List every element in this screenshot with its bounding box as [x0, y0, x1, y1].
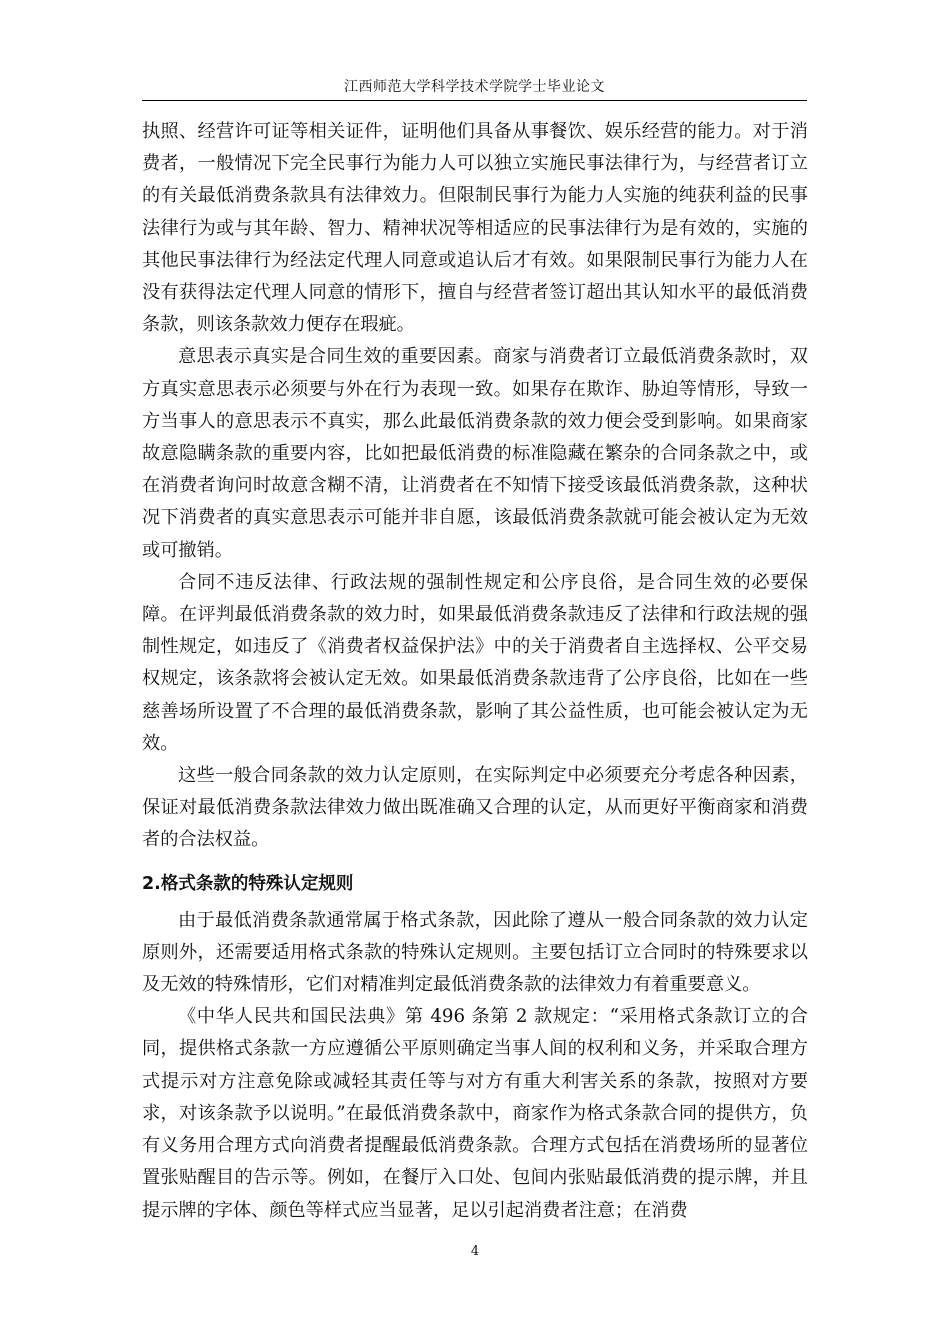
header-rule [142, 100, 807, 101]
running-header: 江西师范大学科学技术学院学士毕业论文 [344, 79, 605, 95]
paragraph-continued: 执照、经营许可证等相关证件，证明他们具备从事餐饮、娱乐经营的能力。对于消费者，一般情况下完全民事行为能力人可以独立实施民事法律行为，与经营者订立的有关最低消费条款具有法律效力。但限制民事行为能力人实施的纯获利益的民事法律行为或与其年龄、智力、精神状况等相适应的民事法律行为是有效的，实施的其他民事法律行为经法定代理人同意或追认后才有效。如果限制民事行为能力人在没有获得法定代理人同意的情形下，擅自与经营者签订超出其认知水平的最低消费条款，则该条款效力便存在瑕疵。 [142, 121, 808, 336]
paragraph: 合同不违反法律、行政法规的强制性规定和公序良俗，是合同生效的必要保障。在评判最低消费条款的效力时，如果最低消费条款违反了法律和行政法规的强制性规定，如违反了《消费者权益保护法》中的关于消费者自主选择权、公平交易权规定，该条款将会被认定无效。如果最低消费条款违背了公序良俗，比如在一些慈善场所设置了不合理的最低消费条款，影响了其公益性质，也可能会被认定为无效。 [142, 571, 808, 754]
body-text [142, 116, 808, 1227]
paragraph: 这些一般合同条款的效力认定原则，在实际判定中必须要充分考虑各种因素，保证对最低消费条款法律效力做出既准确又合理的认定，从而更好平衡商家和消费者的合法权益。 [142, 765, 808, 851]
paragraph: 由于最低消费条款通常属于格式条款，因此除了遵从一般合同条款的效力认定原则外，还需要适用格式条款的特殊认定规则。主要包括订立合同时的特殊要求以及无效的特殊情形，它们对精准判定最低消费条款的法律效力有着重要意义。 [142, 909, 808, 996]
section-heading: 2.格式条款的特殊认定规则 [142, 873, 354, 894]
paragraph: 意思表示真实是合同生效的重要因素。商家与消费者订立最低消费条款时，双方真实意思表示必须要与外在行为表现一致。如果存在欺诈、胁迫等情形，导致一方当事人的意思表示不真实，那么此最低消费条款的效力便会受到影响。如果商家故意隐瞒条款的重要内容，比如把最低消费的标准隐藏在繁杂的合同条款之中，或在消费者询问时故意含糊不清，让消费者在不知情下接受该最低消费条款，这种状况下消费者的真实意思表示可能并非自愿，该最低消费条款就可能会被认定为无效或可撤销。 [142, 346, 808, 561]
page-number: 4 [470, 1244, 480, 1259]
paragraph: 《中华人民共和国民法典》第 496 条第 2 款规定：“采用格式条款订立的合同，提供格式条款一方应遵循公平原则确定当事人间的权利和义务，并采取合理方式提示对方注意免除或减轻其责任等与对方有重大利害关系的条款，按照对方要求，对该条款予以说明。”在最低消费条款中，商家作为格式条款合同的提供方，负有义务用合理方式向消费者提醒最低消费条款。合理方式包括在消费场所的显著位置张贴醒目的告示等。例如，在餐厅入口处、包间内张贴最低消费的提示牌，并且提示牌的字体、颜色等样式应当显著，足以引起消费者注意；在消费 [142, 1006, 808, 1221]
